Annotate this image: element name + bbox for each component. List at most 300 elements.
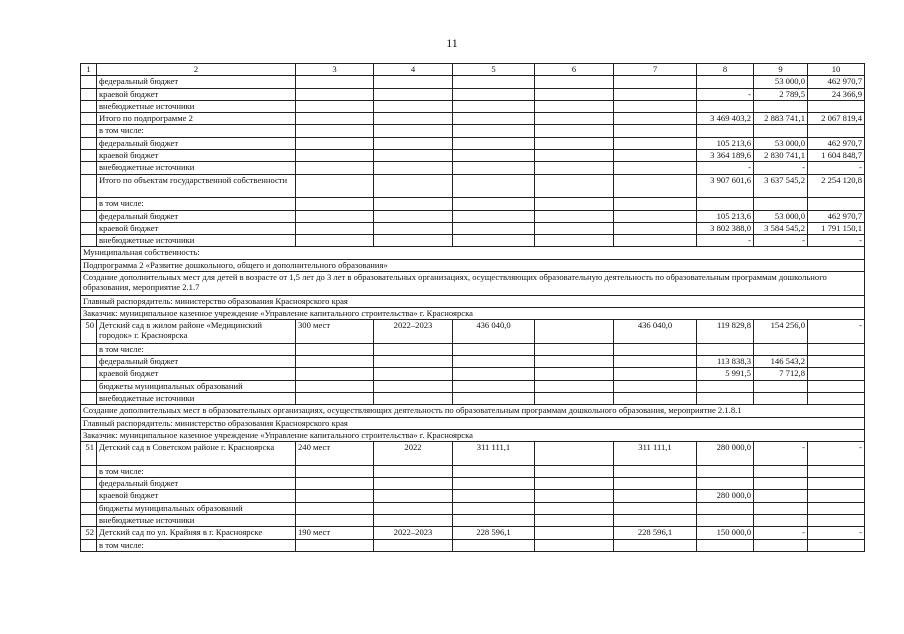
table-row bbox=[81, 393, 865, 405]
col7-cell bbox=[614, 514, 697, 526]
col8-cell: 5 991,5 bbox=[697, 368, 754, 380]
table-row bbox=[81, 150, 865, 162]
col10-cell: - bbox=[808, 442, 865, 466]
section-text: Муниципальная собственность: bbox=[81, 247, 865, 259]
row-number-cell bbox=[81, 174, 97, 198]
section-text: Главный распорядитель: министерство образования Красноярского края bbox=[81, 417, 865, 429]
row-number-cell: 51 bbox=[81, 442, 97, 466]
period-cell bbox=[374, 76, 453, 88]
col6-cell bbox=[535, 514, 614, 526]
capacity-cell bbox=[296, 137, 374, 149]
header-cell: 7 bbox=[614, 64, 697, 76]
col6-cell bbox=[535, 465, 614, 477]
table-row bbox=[81, 539, 865, 551]
col8-cell: 150 000,0 bbox=[697, 527, 754, 539]
col10-cell: 462 970,7 bbox=[808, 210, 865, 222]
cost-cell bbox=[453, 502, 535, 514]
col8-cell: 3 469 403,2 bbox=[697, 113, 754, 125]
header-cell: 10 bbox=[808, 64, 865, 76]
header-cell: 6 bbox=[535, 64, 614, 76]
col10-cell bbox=[808, 100, 865, 112]
item-name-cell: Детский сад по ул. Крайняя в г. Красноярске bbox=[97, 527, 296, 539]
row-number-cell bbox=[81, 150, 97, 162]
period-cell bbox=[374, 113, 453, 125]
capacity-cell bbox=[296, 380, 374, 392]
col8-cell: 3 364 189,6 bbox=[697, 150, 754, 162]
col7-cell bbox=[614, 88, 697, 100]
col10-cell: 462 970,7 bbox=[808, 76, 865, 88]
col9-cell bbox=[754, 539, 808, 551]
item-name-cell: федеральный бюджет bbox=[97, 210, 296, 222]
col8-cell bbox=[697, 539, 754, 551]
row-number-cell bbox=[81, 380, 97, 392]
col7-cell bbox=[614, 368, 697, 380]
period-cell bbox=[374, 150, 453, 162]
col9-cell: 53 000,0 bbox=[754, 76, 808, 88]
period-cell bbox=[374, 514, 453, 526]
capacity-cell: 240 мест bbox=[296, 442, 374, 466]
col8-cell bbox=[697, 125, 754, 137]
header-cell: 2 bbox=[97, 64, 296, 76]
period-cell bbox=[374, 465, 453, 477]
col6-cell bbox=[535, 88, 614, 100]
cost-cell: 228 596,1 bbox=[453, 527, 535, 539]
table-row bbox=[81, 113, 865, 125]
col6-cell bbox=[535, 100, 614, 112]
period-cell: 2022–2023 bbox=[374, 527, 453, 539]
row-number-cell bbox=[81, 478, 97, 490]
col7-cell bbox=[614, 174, 697, 198]
col8-cell bbox=[697, 76, 754, 88]
col6-cell bbox=[535, 210, 614, 222]
col10-cell: - bbox=[808, 320, 865, 344]
period-cell: 2022 bbox=[374, 442, 453, 466]
row-number-cell bbox=[81, 76, 97, 88]
table-row bbox=[81, 174, 865, 198]
row-number-cell bbox=[81, 162, 97, 174]
col8-cell: 113 838,3 bbox=[697, 356, 754, 368]
cost-cell bbox=[453, 174, 535, 198]
col6-cell bbox=[535, 137, 614, 149]
cost-cell bbox=[453, 100, 535, 112]
table-row bbox=[81, 465, 865, 477]
col7-cell bbox=[614, 162, 697, 174]
period-cell bbox=[374, 198, 453, 210]
cost-cell bbox=[453, 222, 535, 234]
col9-cell: 2 830 741,1 bbox=[754, 150, 808, 162]
cost-cell bbox=[453, 478, 535, 490]
item-name-cell: краевой бюджет bbox=[97, 368, 296, 380]
col10-cell bbox=[808, 356, 865, 368]
col6-cell bbox=[535, 235, 614, 247]
page-number: 11 bbox=[446, 36, 458, 50]
col8-cell bbox=[697, 380, 754, 392]
col7-cell bbox=[614, 343, 697, 355]
row-number-cell bbox=[81, 368, 97, 380]
period-cell bbox=[374, 502, 453, 514]
col9-cell: - bbox=[754, 527, 808, 539]
col8-cell bbox=[697, 100, 754, 112]
col9-cell: 53 000,0 bbox=[754, 210, 808, 222]
period-cell bbox=[374, 380, 453, 392]
col6-cell bbox=[535, 478, 614, 490]
col8-cell bbox=[697, 465, 754, 477]
col7-cell bbox=[614, 222, 697, 234]
col9-cell: 7 712,8 bbox=[754, 368, 808, 380]
col10-cell bbox=[808, 343, 865, 355]
col10-cell bbox=[808, 502, 865, 514]
cost-cell bbox=[453, 210, 535, 222]
capacity-cell: 190 мест bbox=[296, 527, 374, 539]
item-name-cell: бюджеты муниципальных образований bbox=[97, 502, 296, 514]
col10-cell bbox=[808, 393, 865, 405]
col9-cell bbox=[754, 343, 808, 355]
capacity-cell bbox=[296, 113, 374, 125]
col6-cell bbox=[535, 368, 614, 380]
col9-cell bbox=[754, 198, 808, 210]
col9-cell: - bbox=[754, 442, 808, 466]
col6-cell bbox=[535, 539, 614, 551]
header-cell: 4 bbox=[374, 64, 453, 76]
capacity-cell bbox=[296, 150, 374, 162]
col10-cell bbox=[808, 539, 865, 551]
row-number-cell bbox=[81, 393, 97, 405]
row-number-cell bbox=[81, 343, 97, 355]
col6-cell bbox=[535, 502, 614, 514]
item-name-cell: в том числе: bbox=[97, 539, 296, 551]
header-cell: 5 bbox=[453, 64, 535, 76]
col9-cell bbox=[754, 393, 808, 405]
period-cell bbox=[374, 174, 453, 198]
capacity-cell bbox=[296, 76, 374, 88]
item-name-cell: федеральный бюджет bbox=[97, 356, 296, 368]
table-row bbox=[81, 527, 865, 539]
capacity-cell bbox=[296, 539, 374, 551]
col9-cell bbox=[754, 478, 808, 490]
section-row bbox=[81, 259, 865, 271]
item-name-cell: краевой бюджет bbox=[97, 222, 296, 234]
item-name-cell: краевой бюджет bbox=[97, 88, 296, 100]
col8-cell: - bbox=[697, 235, 754, 247]
cost-cell bbox=[453, 514, 535, 526]
col8-cell bbox=[697, 343, 754, 355]
col10-cell: 462 970,7 bbox=[808, 137, 865, 149]
row-number-cell bbox=[81, 514, 97, 526]
col7-cell bbox=[614, 125, 697, 137]
col9-cell bbox=[754, 514, 808, 526]
col10-cell bbox=[808, 465, 865, 477]
col6-cell bbox=[535, 162, 614, 174]
item-name-cell: краевой бюджет bbox=[97, 490, 296, 502]
col9-cell bbox=[754, 490, 808, 502]
col6-cell bbox=[535, 393, 614, 405]
item-name-cell: внебюджетные источники bbox=[97, 393, 296, 405]
col9-cell bbox=[754, 380, 808, 392]
cost-cell bbox=[453, 368, 535, 380]
row-number-cell bbox=[81, 125, 97, 137]
cost-cell bbox=[453, 356, 535, 368]
col7-cell bbox=[614, 356, 697, 368]
header-cell: 8 bbox=[697, 64, 754, 76]
col7-cell bbox=[614, 137, 697, 149]
capacity-cell bbox=[296, 368, 374, 380]
capacity-cell: 300 мест bbox=[296, 320, 374, 344]
col9-cell: 154 256,0 bbox=[754, 320, 808, 344]
item-name-cell: федеральный бюджет bbox=[97, 478, 296, 490]
table-row bbox=[81, 137, 865, 149]
table-row bbox=[81, 88, 865, 100]
section-text: Заказчик: муниципальное казенное учреждение «Управление капитального строительства» г. Красноярска bbox=[81, 307, 865, 319]
col6-cell bbox=[535, 125, 614, 137]
cost-cell bbox=[453, 198, 535, 210]
col10-cell: - bbox=[808, 162, 865, 174]
capacity-cell bbox=[296, 478, 374, 490]
col7-cell: 311 111,1 bbox=[614, 442, 697, 466]
col9-cell: - bbox=[754, 162, 808, 174]
col10-cell: - bbox=[808, 527, 865, 539]
col9-cell: 3 584 545,2 bbox=[754, 222, 808, 234]
capacity-cell bbox=[296, 343, 374, 355]
section-row bbox=[81, 307, 865, 319]
table-row bbox=[81, 356, 865, 368]
col7-cell bbox=[614, 198, 697, 210]
item-name-cell: в том числе: bbox=[97, 465, 296, 477]
item-name-cell: бюджеты муниципальных образований bbox=[97, 380, 296, 392]
capacity-cell bbox=[296, 356, 374, 368]
col10-cell: 2 254 120,8 bbox=[808, 174, 865, 198]
period-cell bbox=[374, 137, 453, 149]
section-row bbox=[81, 417, 865, 429]
section-row bbox=[81, 429, 865, 441]
cost-cell bbox=[453, 113, 535, 125]
col10-cell: 2 067 819,4 bbox=[808, 113, 865, 125]
item-name-cell: Итого по объектам государственной собственности bbox=[97, 174, 296, 198]
row-number-cell bbox=[81, 356, 97, 368]
item-name-cell: Детский сад в жилом районе «Медицинский городок» г. Красноярска bbox=[97, 320, 296, 344]
col10-cell: - bbox=[808, 235, 865, 247]
section-row bbox=[81, 405, 865, 417]
cost-cell: 436 040,0 bbox=[453, 320, 535, 344]
col8-cell: 280 000,0 bbox=[697, 442, 754, 466]
header-row bbox=[81, 64, 865, 76]
period-cell bbox=[374, 343, 453, 355]
col7-cell bbox=[614, 113, 697, 125]
row-number-cell bbox=[81, 198, 97, 210]
col7-cell bbox=[614, 100, 697, 112]
table-row bbox=[81, 162, 865, 174]
col8-cell bbox=[697, 478, 754, 490]
cost-cell bbox=[453, 539, 535, 551]
period-cell: 2022–2023 bbox=[374, 320, 453, 344]
item-name-cell: в том числе: bbox=[97, 198, 296, 210]
table-row bbox=[81, 198, 865, 210]
capacity-cell bbox=[296, 162, 374, 174]
col8-cell: 105 213,6 bbox=[697, 137, 754, 149]
col8-cell bbox=[697, 502, 754, 514]
row-number-cell bbox=[81, 502, 97, 514]
table-row bbox=[81, 100, 865, 112]
col7-cell bbox=[614, 380, 697, 392]
col6-cell bbox=[535, 113, 614, 125]
cost-cell bbox=[453, 150, 535, 162]
col10-cell bbox=[808, 198, 865, 210]
table-row bbox=[81, 76, 865, 88]
header-cell: 9 bbox=[754, 64, 808, 76]
capacity-cell bbox=[296, 88, 374, 100]
capacity-cell bbox=[296, 100, 374, 112]
period-cell bbox=[374, 88, 453, 100]
col7-cell bbox=[614, 76, 697, 88]
period-cell bbox=[374, 490, 453, 502]
section-text: Заказчик: муниципальное казенное учреждение «Управление капитального строительства» г. Красноярска bbox=[81, 429, 865, 441]
col10-cell: 1 604 848,7 bbox=[808, 150, 865, 162]
table-row bbox=[81, 514, 865, 526]
capacity-cell bbox=[296, 222, 374, 234]
col8-cell bbox=[697, 198, 754, 210]
col7-cell bbox=[614, 465, 697, 477]
section-text: Создание дополнительных мест для детей в возрасте от 1,5 лет до 3 лет в образовательных организациях, осуществляющих образовательную деятельность по образовательным программам дошкольного образования, мероприятие 2.1.7 bbox=[81, 272, 865, 296]
col6-cell bbox=[535, 343, 614, 355]
cost-cell bbox=[453, 88, 535, 100]
row-number-cell bbox=[81, 210, 97, 222]
item-name-cell: внебюджетные источники bbox=[97, 162, 296, 174]
section-text: Главный распорядитель: министерство образования Красноярского края bbox=[81, 295, 865, 307]
item-name-cell: краевой бюджет bbox=[97, 150, 296, 162]
col7-cell bbox=[614, 235, 697, 247]
capacity-cell bbox=[296, 210, 374, 222]
cost-cell bbox=[453, 125, 535, 137]
table-row bbox=[81, 343, 865, 355]
col6-cell bbox=[535, 527, 614, 539]
col6-cell bbox=[535, 198, 614, 210]
cost-cell: 311 111,1 bbox=[453, 442, 535, 466]
period-cell bbox=[374, 478, 453, 490]
col8-cell: 119 829,8 bbox=[697, 320, 754, 344]
cost-cell bbox=[453, 380, 535, 392]
item-name-cell: внебюджетные источники bbox=[97, 514, 296, 526]
cost-cell bbox=[453, 137, 535, 149]
col7-cell bbox=[614, 393, 697, 405]
item-name-cell: в том числе: bbox=[97, 125, 296, 137]
period-cell bbox=[374, 125, 453, 137]
cost-cell bbox=[453, 162, 535, 174]
table-row bbox=[81, 442, 865, 466]
cost-cell bbox=[453, 465, 535, 477]
col7-cell: 436 040,0 bbox=[614, 320, 697, 344]
cost-cell bbox=[453, 490, 535, 502]
col6-cell bbox=[535, 442, 614, 466]
col7-cell bbox=[614, 150, 697, 162]
header-cell: 3 bbox=[296, 64, 374, 76]
table-row bbox=[81, 210, 865, 222]
item-name-cell: федеральный бюджет bbox=[97, 137, 296, 149]
col7-cell: 228 596,1 bbox=[614, 527, 697, 539]
col9-cell: 2 883 741,1 bbox=[754, 113, 808, 125]
table-row bbox=[81, 320, 865, 344]
col10-cell bbox=[808, 380, 865, 392]
item-name-cell: федеральный бюджет bbox=[97, 76, 296, 88]
col10-cell bbox=[808, 478, 865, 490]
col9-cell: - bbox=[754, 235, 808, 247]
col8-cell: 105 213,6 bbox=[697, 210, 754, 222]
col10-cell bbox=[808, 125, 865, 137]
col8-cell bbox=[697, 393, 754, 405]
row-number-cell: 50 bbox=[81, 320, 97, 344]
capacity-cell bbox=[296, 502, 374, 514]
col6-cell bbox=[535, 76, 614, 88]
col10-cell bbox=[808, 514, 865, 526]
col9-cell: 146 543,2 bbox=[754, 356, 808, 368]
row-number-cell bbox=[81, 490, 97, 502]
item-name-cell: Детский сад в Советском районе г. Красноярска bbox=[97, 442, 296, 466]
col7-cell bbox=[614, 478, 697, 490]
col8-cell: - bbox=[697, 162, 754, 174]
col9-cell: 53 000,0 bbox=[754, 137, 808, 149]
col6-cell bbox=[535, 222, 614, 234]
col10-cell bbox=[808, 490, 865, 502]
col9-cell: 2 789,5 bbox=[754, 88, 808, 100]
item-name-cell: внебюджетные источники bbox=[97, 100, 296, 112]
col6-cell bbox=[535, 380, 614, 392]
item-name-cell: в том числе: bbox=[97, 343, 296, 355]
cost-cell bbox=[453, 76, 535, 88]
section-text: Создание дополнительных мест в образовательных организациях, осуществляющих деятельность по образовательным программам дошкольного образования, мероприятие 2.1.8.1 bbox=[81, 405, 865, 417]
capacity-cell bbox=[296, 125, 374, 137]
capacity-cell bbox=[296, 393, 374, 405]
row-number-cell bbox=[81, 222, 97, 234]
table-row bbox=[81, 502, 865, 514]
section-row bbox=[81, 295, 865, 307]
section-text: Подпрограмма 2 «Развитие дошкольного, общего и дополнительного образования» bbox=[81, 259, 865, 271]
col9-cell: 3 637 545,2 bbox=[754, 174, 808, 198]
capacity-cell bbox=[296, 235, 374, 247]
col6-cell bbox=[535, 490, 614, 502]
section-row bbox=[81, 272, 865, 296]
col9-cell bbox=[754, 100, 808, 112]
period-cell bbox=[374, 100, 453, 112]
capacity-cell bbox=[296, 174, 374, 198]
col6-cell bbox=[535, 320, 614, 344]
col6-cell bbox=[535, 174, 614, 198]
col10-cell: 1 791 150,1 bbox=[808, 222, 865, 234]
row-number-cell bbox=[81, 113, 97, 125]
period-cell bbox=[374, 393, 453, 405]
table-row bbox=[81, 478, 865, 490]
col10-cell: 24 366,9 bbox=[808, 88, 865, 100]
period-cell bbox=[374, 235, 453, 247]
period-cell bbox=[374, 539, 453, 551]
table-row bbox=[81, 368, 865, 380]
col8-cell bbox=[697, 514, 754, 526]
period-cell bbox=[374, 210, 453, 222]
row-number-cell bbox=[81, 100, 97, 112]
budget-table bbox=[80, 63, 865, 552]
row-number-cell: 52 bbox=[81, 527, 97, 539]
item-name-cell: Итого по подпрограмме 2 bbox=[97, 113, 296, 125]
row-number-cell bbox=[81, 235, 97, 247]
cost-cell bbox=[453, 235, 535, 247]
col10-cell bbox=[808, 368, 865, 380]
table-row bbox=[81, 490, 865, 502]
period-cell bbox=[374, 162, 453, 174]
table-row bbox=[81, 222, 865, 234]
col7-cell bbox=[614, 210, 697, 222]
capacity-cell bbox=[296, 514, 374, 526]
period-cell bbox=[374, 356, 453, 368]
capacity-cell bbox=[296, 465, 374, 477]
col9-cell bbox=[754, 465, 808, 477]
col6-cell bbox=[535, 150, 614, 162]
